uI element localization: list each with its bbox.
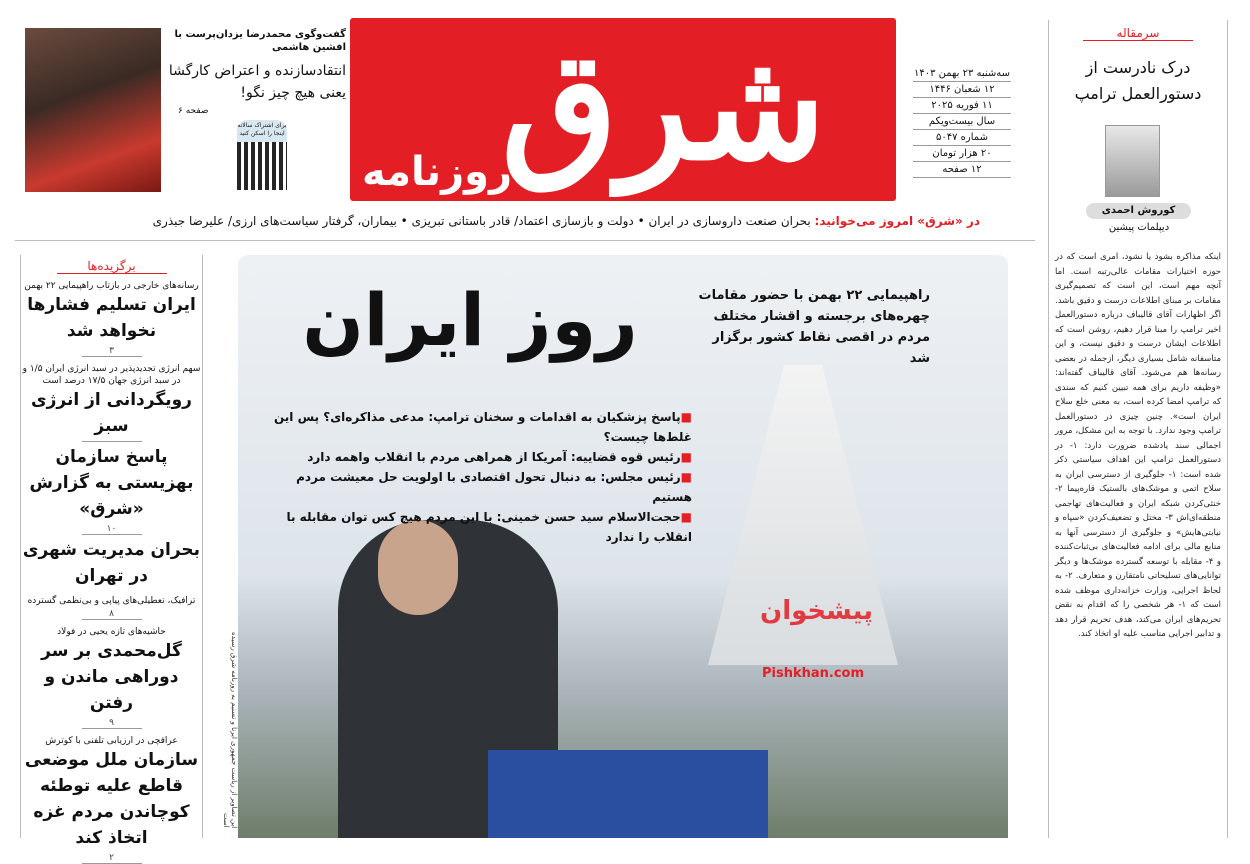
newspaper-logo-sub: روزنامه — [362, 149, 512, 195]
highlight-kicker: سهم انرژی تجدیدپذیر در سبد انرژی ایران ۱/۵ و در سبد انرژی جهان ۱۷/۵ درصد است — [22, 364, 201, 386]
highlights-column — [20, 255, 203, 863]
main-headline[interactable]: روز ایران — [302, 278, 638, 362]
bullet-item[interactable]: ■حجت‌الاسلام سید حسن خمینی: با این مردم هیچ کس توان مقابله با انقلاب را ندارد — [286, 510, 692, 544]
issue-info — [913, 66, 1011, 178]
photo-caption: این تصاویر از ریاست جمهوری ایرنا و تسنیم به روزنامه شرق رسیده است — [222, 631, 238, 828]
issue-date-gregorian: ۱۱ فوریه ۲۰۲۵ — [913, 98, 1011, 114]
issue-price: ۲۰ هزار تومان — [913, 146, 1011, 162]
ticker-items: بحران صنعت داروسازی در ایران • دولت و بازسازی اعتماد/ قادر باستانی تبریزی • بیماران، گرفتار سیاست‌های ارزی/ علیرضا جبذری — [152, 214, 811, 228]
qr-code-icon — [237, 142, 287, 190]
bullet-marker-icon: ■ — [680, 450, 692, 464]
highlight-kicker: عراقچی در ارزیابی تلفنی با کوترش — [45, 736, 178, 746]
watermark-url: Pishkhan.com — [762, 666, 865, 681]
issue-number: شماره ۵۰۴۷ — [913, 130, 1011, 146]
highlight-headline[interactable]: سازمان ملل موضعی قاطع علیه توطئه کوچاندن مردم غزه اتخاذ کند — [24, 750, 199, 848]
editorial-body: اینکه مذاکره بشود یا نشود، امری است که در حوزه اختیارات مقامات عالی‌رتبه است. اما آنچه مهم است، این است که تصمیم‌گیری مقامات بر مبنای اطلاعات درست و دقیق باشد. اگر اظهارات آقای قالیباف درباره دستورالعمل اخیر ترامپ را مبنا قرار دهیم، روشن است که اطلاعات ایشان درست و دقیق نیست، و این متاسفانه شامل بسیاری دیگر، ازجمله در بعضی رسانه‌ها هم می‌شود. آقای قالیباف گفته‌اند: «وظیفه داریم برای همه تبیین کنیم که سندی که ترامپ امضا کرده است، به معنی خلع سلاح ایران است». چنین چیزی در دستورالعمل ترامپ وجود ندارد. با توجه به این مشکل، مرور اجمالی سند یادشده ضرورت دارد: ۱- در دستورالعمل ترامپ این اهداف سیاستی ذکر شده است: ۱- جلوگیری از دسترسی ایران به سلاح اتمی و موشک‌های بالستیک قاره‌پیما ۲- خنثی‌کردن شبکه ایران و فعالیت‌های تهاجمی منطقه‌ای‌اش ۳- مختل و تضعیف‌کردن «سپاه و نیابتی‌هایش» و جلوگیری از دسترسی آنها به منابع مالی برای ادامه فعالیت‌های بی‌ثبات‌کننده و ۴- مقابله با توسعه گسترده موشک‌ها و دیگر توانایی‌های تسلیحاتی نامتقارن و متعارف. ۲- به لحاظ اجرایی، وزارت خزانه‌داری موظف شده است که ۱- هر شخصی را که اقدام به نقض تحریم‌های ایران می‌کند، هدف تحریم قرار دهد و تدابیر اجرایی مناسب علیه او اتخاذ کند. — [1055, 252, 1221, 639]
bullet-marker-icon: ■ — [680, 470, 692, 484]
highlight-headline[interactable]: بحران مدیریت شهری در تهران — [22, 540, 201, 586]
highlight-page: ۳ — [82, 346, 142, 357]
highlight-headline[interactable]: گل‌محمدی بر سر دوراهی ماندن و رفتن — [41, 641, 182, 713]
editorial-author: کوروش احمدی — [1086, 203, 1191, 219]
bullet-item[interactable]: ■رئیس قوه قضاییه: آمریکا از همراهی مردم با انقلاب واهمه دارد — [307, 450, 692, 464]
issue-pages: ۱۲ صفحه — [913, 162, 1011, 178]
issue-date-persian: سه‌شنبه ۲۳ بهمن ۱۴۰۳ — [913, 66, 1011, 82]
highlight-kicker: رسانه‌های خارجی در بازتاب راهپیمایی ۲۲ بهمن — [24, 281, 199, 291]
interview-teaser[interactable] — [166, 28, 346, 116]
main-subheadline: راهپیمایی ۲۲ بهمن با حضور مقامات چهره‌های برجسته و اقشار مختلف مردم در اقصی نقاط کشور برگزار شد — [698, 288, 930, 366]
bullet-marker-icon: ■ — [680, 510, 692, 524]
divider — [15, 240, 1035, 241]
highlight-page — [82, 441, 142, 442]
author-photo — [1105, 125, 1160, 197]
highlight-page: ۲ — [82, 853, 142, 864]
podium — [488, 750, 768, 838]
qr-badge: برای اشتراک سالانه اینجا را اسکن کنید — [237, 120, 287, 142]
masthead — [350, 18, 896, 201]
issue-year: سال بیست‌ویکم — [913, 114, 1011, 130]
highlight-kicker: حاشیه‌های تازه یحیی در فولاد — [57, 627, 166, 637]
highlights-section-label: برگزیده‌ها — [57, 259, 167, 274]
highlight-page: ۹ — [82, 718, 142, 729]
highlight-page: ۱۰ — [82, 524, 142, 535]
editorial-title[interactable]: درک نادرست از دستورالعمل ترامپ — [1074, 58, 1202, 103]
ticker — [100, 212, 980, 230]
highlight-page: ۸ — [82, 609, 142, 620]
highlight-kicker: ترافیک، تعطیلی‌های پیاپی و بی‌نظمی گسترده — [27, 596, 196, 606]
highlight-headline[interactable]: رویگردانی از انرژی سبز — [31, 390, 192, 436]
subscription-qr[interactable] — [235, 120, 287, 192]
ticker-lead: در «شرق» امروز می‌خوانید: — [814, 214, 980, 228]
highlight-headline[interactable]: ایران تسلیم فشارها نخواهد شد — [27, 295, 196, 341]
bullet-item[interactable]: ■پاسخ پزشکیان به اقدامات و سخنان ترامپ: مدعی مذاکره‌ای؟ پس این غلط‌ها چیست؟ — [273, 410, 692, 444]
bullet-marker-icon: ■ — [680, 410, 692, 424]
interview-headline: انتقادسازنده و اعتراض کارگشا یعنی هیچ چیز نگو! — [168, 63, 346, 101]
interview-kicker: گفت‌وگوی محمدرضا یزدان‌پرست با افشین هاشمی — [174, 29, 346, 53]
editorial-author-role: دیپلمات پیشین — [1108, 222, 1170, 233]
bullet-item[interactable]: ■رئیس مجلس: به دنبال تحول اقتصادی با اولویت حل معیشت مردم هستیم — [296, 470, 692, 504]
interview-page: صفحه ۶ — [178, 106, 209, 116]
newspaper-logo: شرق — [501, 18, 826, 194]
editorial-section-label: سرمقاله — [1083, 26, 1193, 41]
issue-date-hijri: ۱۲ شعبان ۱۴۴۶ — [913, 82, 1011, 98]
interview-photo — [25, 28, 161, 192]
main-bullets — [262, 407, 692, 547]
watermark-logo: پیشخوان — [760, 596, 873, 626]
highlight-headline[interactable]: پاسخ سازمان بهزیستی به گزارش «شرق» — [29, 447, 194, 519]
